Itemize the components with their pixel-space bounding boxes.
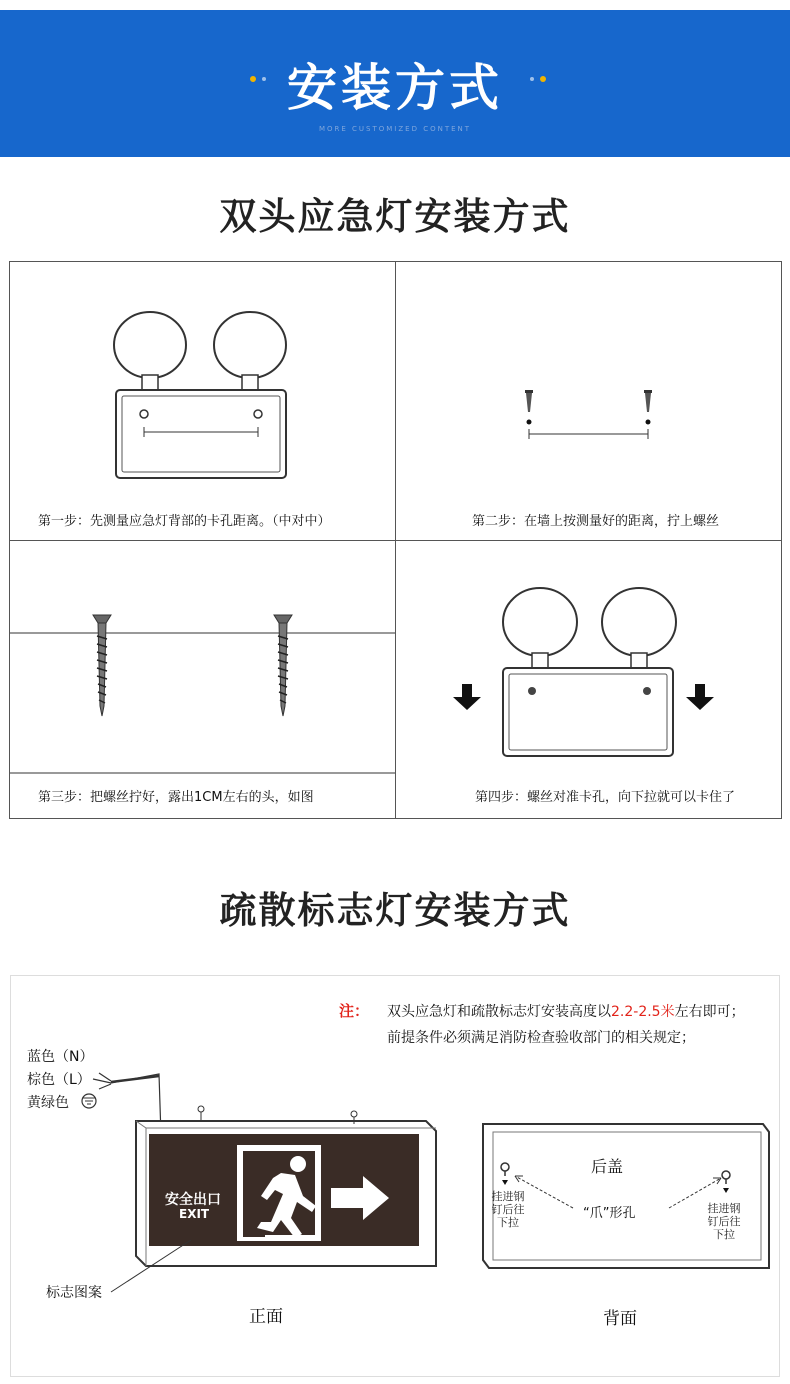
step4-caption: 第四步：螺丝对准卡孔，向下拉就可以卡住了	[475, 790, 736, 805]
section2-title: 疏散标志灯安装方式	[219, 889, 571, 932]
note-line2: 前提条件必须满足消防检查验收部门的相关规定；	[387, 1030, 695, 1046]
note-line1-text-a: 双头应急灯和疏散标志灯安装高度以	[387, 1004, 611, 1020]
banner-subtitle: MORE CUSTOMIZED CONTENT	[318, 125, 472, 133]
hook-right-line2: 钉后往	[707, 1215, 741, 1228]
step2-caption: 第二步：在墙上按测量好的距离，拧上螺丝	[472, 514, 720, 529]
hook-instruction-left	[491, 1190, 525, 1229]
step3-caption: 第三步：把螺丝拧好，露出1CM左右的头，如图	[38, 790, 314, 805]
wire-ground-label: 黄绿色	[27, 1095, 69, 1111]
back-cover-label: 后盖	[591, 1157, 624, 1176]
wire-blue-label: 蓝色（N）	[27, 1049, 94, 1065]
hook-left-line2: 钉后往	[491, 1203, 525, 1216]
header-banner	[0, 10, 790, 157]
sign-text-en: EXIT	[179, 1207, 210, 1221]
steps-grid	[9, 261, 782, 819]
note-height-highlight: 2.2-2.5米	[611, 1004, 675, 1020]
claw-hole-label: “爪”形孔	[583, 1206, 636, 1221]
banner-title: 安装方式	[287, 59, 503, 117]
pattern-label: 标志图案	[46, 1285, 102, 1301]
wire-brown-label: 棕色（L）	[27, 1072, 91, 1088]
sign-text-cn: 安全出口	[165, 1192, 221, 1208]
hook-instruction-right	[707, 1202, 741, 1241]
front-label: 正面	[249, 1307, 283, 1327]
exit-sign-diagram	[11, 976, 781, 1378]
exit-sign-panel	[10, 975, 780, 1377]
back-label: 背面	[603, 1309, 637, 1329]
hook-right-line3: 下拉	[713, 1228, 735, 1241]
note-label: 注：	[339, 1002, 370, 1020]
hook-right-line1: 挂进钢	[707, 1202, 741, 1215]
step3-screws-in-wall-illustration	[10, 541, 395, 773]
hook-left-line3: 下拉	[497, 1216, 519, 1229]
note-line1-text-b: 左右即可；	[674, 1004, 745, 1020]
section1-title: 双头应急灯安装方式	[219, 195, 571, 238]
step4-mount-illustration	[395, 541, 781, 819]
hook-left-line1: 挂进钢	[491, 1190, 525, 1203]
step2-screws-illustration	[395, 262, 781, 540]
step1-caption: 第一步：先测量应急灯背部的卡孔距离。（中对中）	[38, 514, 331, 529]
step1-lamp-illustration	[10, 262, 395, 540]
